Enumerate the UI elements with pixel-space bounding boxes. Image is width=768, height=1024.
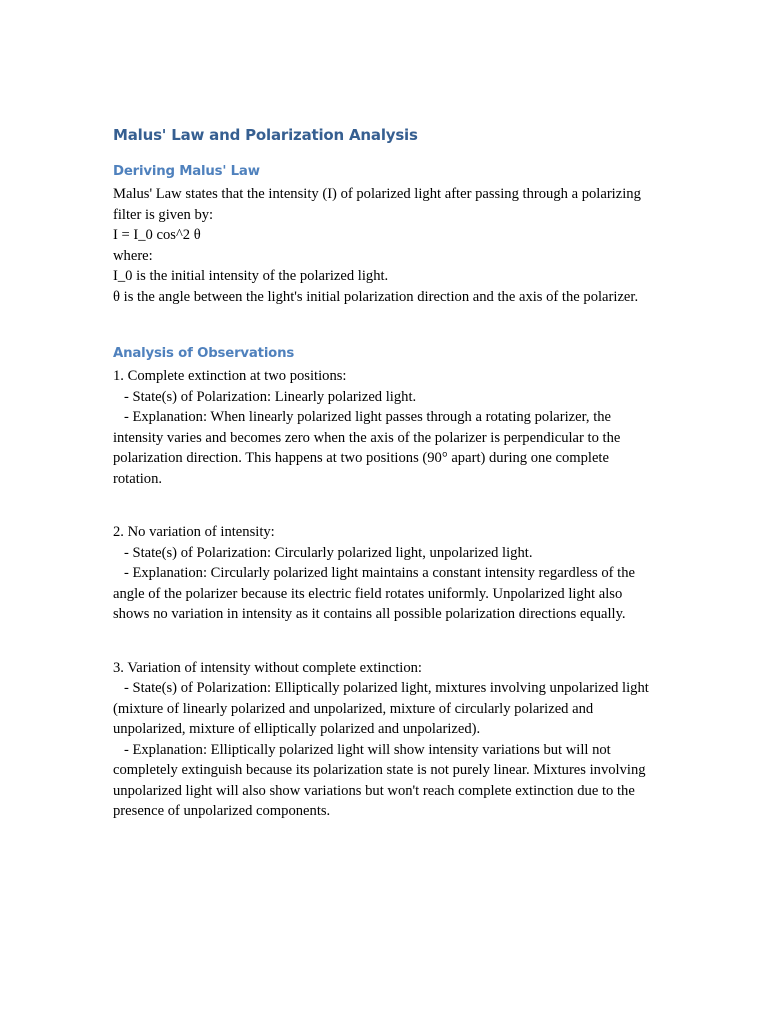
section-analysis-of-observations xyxy=(113,344,658,822)
document-page xyxy=(113,124,658,822)
spacer xyxy=(113,625,658,658)
spacer xyxy=(113,489,658,522)
observation-states: - State(s) of Polarization: Linearly polarized light. xyxy=(113,388,417,405)
observation-explanation: - Explanation: Circularly polarized light maintains a constant intensity regardless of the angle of the polarizer because its electric field rotates uniformly. Unpolarized light also shows no variation in intensity as it contains all possible polarization directions equally. xyxy=(113,565,639,622)
formula-line: I = I_0 cos^2 θ xyxy=(113,227,201,243)
observation-title: 3. Variation of intensity without complete extinction: xyxy=(113,659,422,676)
observation-explanation: - Explanation: Elliptically polarized light will show intensity variations but will not completely extinguish because its polarization state is not purely linear. Mixtures involving unpolarized light will also show variations but won't reach complete extinction due to the presence of unpolarized components. xyxy=(113,741,650,819)
definition-i0: I_0 is the initial intensity of the polarized light. xyxy=(113,268,389,284)
intro-paragraph: Malus' Law states that the intensity (I) of polarized light after passing through a polarizing filter is given by: xyxy=(113,186,645,223)
spacer xyxy=(113,307,658,344)
section-heading-analysis: Analysis of Observations xyxy=(113,346,295,361)
observation-title: 1. Complete extinction at two positions: xyxy=(113,368,347,384)
observation-title: 2. No variation of intensity: xyxy=(113,524,275,540)
where-line: where: xyxy=(113,247,153,264)
observation-item-3 xyxy=(113,658,658,822)
observation-item-1 xyxy=(113,366,658,489)
document-title: Malus' Law and Polarization Analysis xyxy=(113,126,418,144)
observation-states: - State(s) of Polarization: Elliptically polarized light, mixtures involving unpolarized light (mixture of linearly polarized and unpolarized, mixture of circularly polarized and unpolarized, mixture of elliptically polarized and unpolarized). xyxy=(113,680,653,737)
section-heading-deriving: Deriving Malus' Law xyxy=(113,164,260,179)
section-deriving-malus-law xyxy=(113,162,658,307)
observation-item-2 xyxy=(113,522,658,625)
observation-explanation: - Explanation: When linearly polarized light passes through a rotating polarizer, the intensity varies and becomes zero when the axis of the polarizer is perpendicular to the polarization direction. This happens at two positions (90° apart) during one complete rotation. xyxy=(113,409,625,487)
definition-theta: θ is the angle between the light's initial polarization direction and the axis of the polarizer. xyxy=(113,288,639,305)
observation-states: - State(s) of Polarization: Circularly polarized light, unpolarized light. xyxy=(113,544,533,561)
spacer xyxy=(113,146,658,162)
